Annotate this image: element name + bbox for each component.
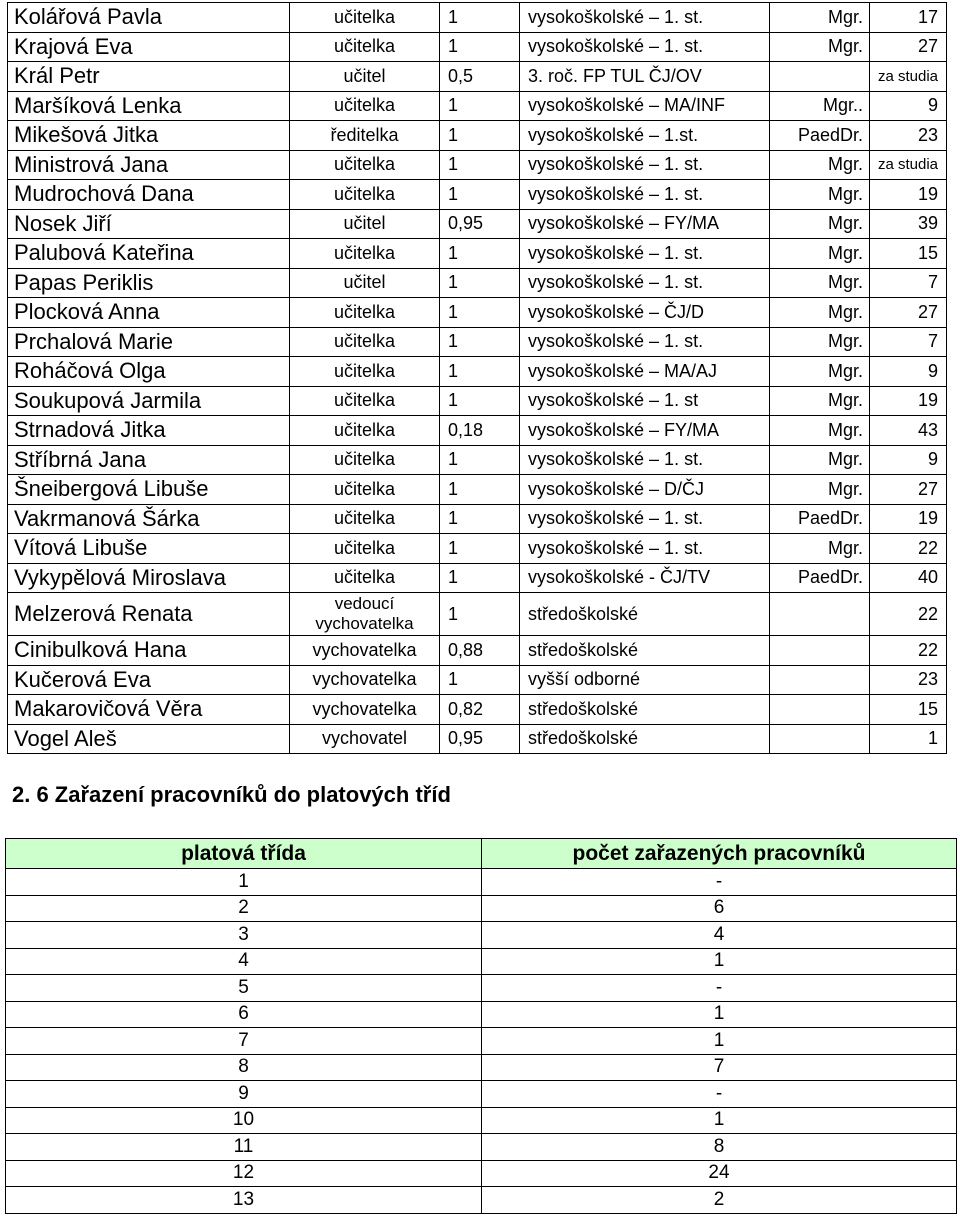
staff-position-cell: učitelka [290, 327, 440, 357]
staff-years-cell: 27 [870, 475, 947, 505]
staff-load-cell: 1 [440, 327, 520, 357]
grade-row [6, 895, 957, 922]
count-cell: 4 [482, 922, 957, 949]
staff-row [8, 695, 947, 725]
staff-load-cell: 0,5 [440, 62, 520, 92]
staff-education-cell: vysokoškolské – MA/INF [520, 91, 770, 121]
staff-education-cell: vysokoškolské – ČJ/D [520, 298, 770, 328]
staff-position-cell: učitel [290, 62, 440, 92]
staff-position-cell: učitelka [290, 180, 440, 210]
grade-row [6, 1107, 957, 1134]
staff-name-cell: Vogel Aleš [8, 724, 290, 754]
staff-row [8, 504, 947, 534]
count-cell: 8 [482, 1134, 957, 1161]
staff-name-cell: Palubová Kateřina [8, 239, 290, 269]
staff-load-cell: 1 [440, 445, 520, 475]
staff-row [8, 150, 947, 180]
staff-title-cell: Mgr. [770, 475, 870, 505]
staff-name-cell: Melzerová Renata [8, 593, 290, 636]
staff-years-cell: 19 [870, 180, 947, 210]
staff-years-cell: 39 [870, 209, 947, 239]
grade-cell: 13 [6, 1187, 482, 1214]
staff-row [8, 534, 947, 564]
staff-title-cell: Mgr. [770, 268, 870, 298]
staff-load-cell: 1 [440, 563, 520, 593]
grade-row [6, 869, 957, 896]
staff-education-cell: vysokoškolské – FY/MA [520, 209, 770, 239]
count-cell: 7 [482, 1054, 957, 1081]
staff-load-cell: 0,95 [440, 209, 520, 239]
staff-years-cell: 27 [870, 32, 947, 62]
staff-load-cell: 1 [440, 239, 520, 269]
grade-cell: 10 [6, 1107, 482, 1134]
staff-row [8, 445, 947, 475]
staff-load-cell: 1 [440, 3, 520, 33]
staff-title-cell: PaedDr. [770, 504, 870, 534]
staff-row [8, 386, 947, 416]
grade-cell: 8 [6, 1054, 482, 1081]
staff-years-cell: za studia [870, 150, 947, 180]
staff-years-cell: 19 [870, 386, 947, 416]
count-cell: 6 [482, 895, 957, 922]
staff-name-cell: Soukupová Jarmila [8, 386, 290, 416]
count-header: počet zařazených pracovníků [482, 839, 957, 869]
staff-load-cell: 1 [440, 665, 520, 695]
staff-load-cell: 1 [440, 357, 520, 387]
staff-education-cell: vysokoškolské – 1. st. [520, 180, 770, 210]
grade-cell: 3 [6, 922, 482, 949]
staff-title-cell: Mgr. [770, 239, 870, 269]
staff-years-cell: 7 [870, 327, 947, 357]
staff-position-cell: učitel [290, 209, 440, 239]
staff-title-cell: PaedDr. [770, 121, 870, 151]
staff-name-cell: Vykypělová Miroslava [8, 563, 290, 593]
staff-years-cell: 23 [870, 665, 947, 695]
staff-name-cell: Vítová Libuše [8, 534, 290, 564]
grade-row [6, 1160, 957, 1187]
staff-title-cell [770, 665, 870, 695]
staff-position-cell: učitelka [290, 386, 440, 416]
staff-row [8, 209, 947, 239]
staff-years-cell: 17 [870, 3, 947, 33]
grade-row [6, 1081, 957, 1108]
grade-row [6, 1187, 957, 1214]
grade-cell: 6 [6, 1001, 482, 1028]
staff-name-cell: Mudrochová Dana [8, 180, 290, 210]
staff-education-cell: vysokoškolské – 1. st. [520, 534, 770, 564]
staff-name-cell: Maršíková Lenka [8, 91, 290, 121]
staff-years-cell: 22 [870, 593, 947, 636]
grade-row [6, 1054, 957, 1081]
staff-position-cell: vychovatelka [290, 636, 440, 666]
staff-load-cell: 1 [440, 91, 520, 121]
staff-name-cell: Cinibulková Hana [8, 636, 290, 666]
staff-load-cell: 1 [440, 121, 520, 151]
grade-row [6, 1028, 957, 1055]
staff-row [8, 91, 947, 121]
staff-name-cell: Stříbrná Jana [8, 445, 290, 475]
staff-years-cell: 7 [870, 268, 947, 298]
staff-education-cell: středoškolské [520, 724, 770, 754]
staff-position-cell: vychovatel [290, 724, 440, 754]
staff-years-cell: 15 [870, 695, 947, 725]
staff-education-cell: středoškolské [520, 695, 770, 725]
staff-education-cell: vysokoškolské – 1. st. [520, 504, 770, 534]
staff-education-cell: vysokoškolské – 1. st. [520, 327, 770, 357]
staff-position-cell: učitelka [290, 150, 440, 180]
staff-position-cell: učitelka [290, 3, 440, 33]
staff-years-cell: 43 [870, 416, 947, 446]
staff-years-cell: 27 [870, 298, 947, 328]
staff-row [8, 298, 947, 328]
staff-name-cell: Král Petr [8, 62, 290, 92]
staff-row [8, 180, 947, 210]
staff-load-cell: 1 [440, 268, 520, 298]
staff-row [8, 268, 947, 298]
staff-load-cell: 0,88 [440, 636, 520, 666]
grade-row [6, 1134, 957, 1161]
grade-row [6, 948, 957, 975]
staff-row [8, 121, 947, 151]
staff-title-cell: Mgr. [770, 416, 870, 446]
grade-table-header-row [6, 839, 957, 869]
staff-education-cell: vysokoškolské – 1. st. [520, 150, 770, 180]
staff-education-cell: vysokoškolské – 1. st. [520, 445, 770, 475]
grade-cell: 12 [6, 1160, 482, 1187]
staff-name-cell: Vakrmanová Šárka [8, 504, 290, 534]
staff-name-cell: Plocková Anna [8, 298, 290, 328]
staff-name-cell: Strnadová Jitka [8, 416, 290, 446]
staff-title-cell: Mgr.. [770, 91, 870, 121]
grade-cell: 5 [6, 975, 482, 1002]
staff-position-cell: učitelka [290, 91, 440, 121]
staff-title-cell: Mgr. [770, 180, 870, 210]
staff-title-cell: Mgr. [770, 298, 870, 328]
staff-position-cell: učitelka [290, 504, 440, 534]
grade-cell: 9 [6, 1081, 482, 1108]
staff-load-cell: 1 [440, 534, 520, 564]
staff-row [8, 3, 947, 33]
salary-grade-table [5, 838, 957, 1214]
staff-title-cell [770, 724, 870, 754]
grade-cell: 11 [6, 1134, 482, 1161]
staff-title-cell: Mgr. [770, 3, 870, 33]
staff-years-cell: 22 [870, 636, 947, 666]
staff-row [8, 665, 947, 695]
staff-position-cell: učitelka [290, 298, 440, 328]
staff-years-cell: za studia [870, 62, 947, 92]
staff-name-cell: Prchalová Marie [8, 327, 290, 357]
staff-title-cell [770, 695, 870, 725]
staff-load-cell: 0,95 [440, 724, 520, 754]
staff-row [8, 32, 947, 62]
staff-years-cell: 9 [870, 445, 947, 475]
staff-education-cell: vysokoškolské – 1. st. [520, 3, 770, 33]
staff-title-cell [770, 636, 870, 666]
staff-title-cell: Mgr. [770, 386, 870, 416]
staff-name-cell: Šneibergová Libuše [8, 475, 290, 505]
staff-education-cell: vyšší odborné [520, 665, 770, 695]
staff-row [8, 724, 947, 754]
staff-title-cell [770, 593, 870, 636]
staff-position-cell: učitelka [290, 357, 440, 387]
staff-name-cell: Papas Periklis [8, 268, 290, 298]
grade-cell: 7 [6, 1028, 482, 1055]
grade-cell: 1 [6, 869, 482, 896]
count-cell: - [482, 869, 957, 896]
staff-position-cell: ředitelka [290, 121, 440, 151]
staff-years-cell: 40 [870, 563, 947, 593]
grade-row [6, 1001, 957, 1028]
staff-row [8, 239, 947, 269]
staff-title-cell: Mgr. [770, 209, 870, 239]
staff-table [7, 2, 947, 754]
count-cell: 1 [482, 1001, 957, 1028]
staff-name-cell: Kučerová Eva [8, 665, 290, 695]
staff-education-cell: vysokoškolské – FY/MA [520, 416, 770, 446]
staff-load-cell: 1 [440, 150, 520, 180]
count-cell: 2 [482, 1187, 957, 1214]
staff-years-cell: 9 [870, 91, 947, 121]
staff-position-cell: učitelka [290, 475, 440, 505]
staff-years-cell: 1 [870, 724, 947, 754]
count-cell: 1 [482, 1028, 957, 1055]
count-cell: - [482, 1081, 957, 1108]
staff-years-cell: 15 [870, 239, 947, 269]
staff-years-cell: 9 [870, 357, 947, 387]
staff-load-cell: 1 [440, 504, 520, 534]
count-cell: 1 [482, 948, 957, 975]
staff-load-cell: 1 [440, 475, 520, 505]
staff-title-cell: Mgr. [770, 150, 870, 180]
staff-row [8, 327, 947, 357]
staff-years-cell: 19 [870, 504, 947, 534]
staff-education-cell: vysokoškolské – 1.st. [520, 121, 770, 151]
count-cell: 24 [482, 1160, 957, 1187]
staff-table-body [8, 3, 947, 754]
staff-load-cell: 0,18 [440, 416, 520, 446]
staff-load-cell: 1 [440, 180, 520, 210]
staff-row [8, 475, 947, 505]
staff-title-cell: Mgr. [770, 32, 870, 62]
staff-load-cell: 0,82 [440, 695, 520, 725]
staff-years-cell: 22 [870, 534, 947, 564]
grade-cell: 4 [6, 948, 482, 975]
staff-education-cell: vysokoškolské – 1. st. [520, 268, 770, 298]
staff-position-cell: učitelka [290, 534, 440, 564]
staff-name-cell: Roháčová Olga [8, 357, 290, 387]
staff-position-cell: vychovatelka [290, 695, 440, 725]
staff-education-cell: vysokoškolské – D/ČJ [520, 475, 770, 505]
grade-row [6, 975, 957, 1002]
staff-row [8, 357, 947, 387]
staff-title-cell: Mgr. [770, 357, 870, 387]
staff-row [8, 636, 947, 666]
staff-load-cell: 1 [440, 298, 520, 328]
staff-education-cell: 3. roč. FP TUL ČJ/OV [520, 62, 770, 92]
staff-position-cell: učitelka [290, 239, 440, 269]
staff-name-cell: Ministrová Jana [8, 150, 290, 180]
grade-table-body [6, 869, 957, 1214]
count-cell: 1 [482, 1107, 957, 1134]
staff-name-cell: Krajová Eva [8, 32, 290, 62]
staff-education-cell: vysokoškolské – 1. st. [520, 239, 770, 269]
grade-header: platová třída [6, 839, 482, 869]
staff-position-cell: vedoucí vychovatelka [290, 593, 440, 636]
staff-title-cell: Mgr. [770, 534, 870, 564]
staff-title-cell: Mgr. [770, 327, 870, 357]
staff-load-cell: 1 [440, 32, 520, 62]
staff-education-cell: vysokoškolské - ČJ/TV [520, 563, 770, 593]
staff-education-cell: vysokoškolské – 1. st [520, 386, 770, 416]
staff-title-cell: PaedDr. [770, 563, 870, 593]
grade-row [6, 922, 957, 949]
staff-row [8, 563, 947, 593]
staff-education-cell: vysokoškolské – MA/AJ [520, 357, 770, 387]
section-heading: 2. 6 Zařazení pracovníků do platových tříd [12, 782, 451, 807]
staff-position-cell: učitelka [290, 445, 440, 475]
staff-name-cell: Makarovičová Věra [8, 695, 290, 725]
staff-education-cell: vysokoškolské – 1. st. [520, 32, 770, 62]
staff-row [8, 593, 947, 636]
staff-name-cell: Nosek Jiří [8, 209, 290, 239]
staff-position-cell: učitelka [290, 32, 440, 62]
staff-name-cell: Kolářová Pavla [8, 3, 290, 33]
staff-position-cell: učitel [290, 268, 440, 298]
staff-row [8, 62, 947, 92]
staff-row [8, 416, 947, 446]
staff-years-cell: 23 [870, 121, 947, 151]
staff-title-cell: Mgr. [770, 445, 870, 475]
grade-cell: 2 [6, 895, 482, 922]
staff-education-cell: středoškolské [520, 636, 770, 666]
staff-position-cell: učitelka [290, 416, 440, 446]
staff-position-cell: vychovatelka [290, 665, 440, 695]
staff-education-cell: středoškolské [520, 593, 770, 636]
staff-position-cell: učitelka [290, 563, 440, 593]
staff-load-cell: 1 [440, 593, 520, 636]
staff-name-cell: Mikešová Jitka [8, 121, 290, 151]
staff-load-cell: 1 [440, 386, 520, 416]
staff-title-cell [770, 62, 870, 92]
count-cell: - [482, 975, 957, 1002]
